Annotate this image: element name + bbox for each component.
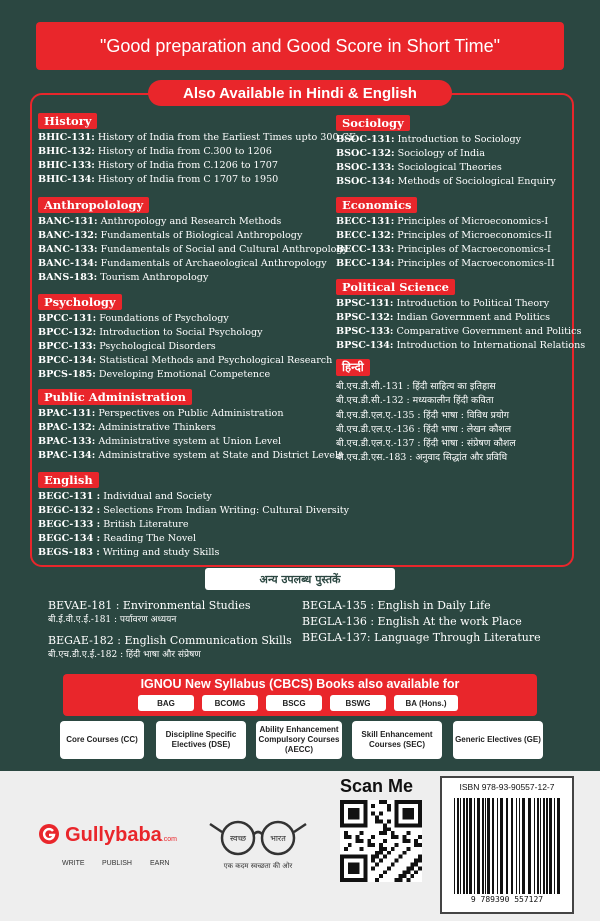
brand-tagline-word: PUBLISH — [102, 860, 132, 867]
course-code: BSOC-132: — [336, 148, 395, 159]
scan-label: Scan Me — [340, 776, 414, 796]
course-code: BPAC-132: — [38, 422, 96, 433]
section-history — [38, 110, 356, 187]
other-books-header — [205, 568, 395, 590]
brand-name: Gullybaba — [65, 824, 162, 846]
isbn-label: ISBN 978-93-90557-12-7 — [459, 782, 555, 792]
course-code: BEGS-183 : — [38, 547, 100, 558]
course-code: BPCC-133: — [38, 341, 97, 352]
course-row — [38, 159, 356, 173]
other-book-item — [302, 614, 522, 629]
course-name: Developing Emotional Competence — [95, 369, 271, 380]
course-name: Psychological Disorders — [96, 341, 216, 352]
course-name: Principles of Macroeconomics-II — [394, 258, 555, 269]
programme-chip: BSWG — [330, 695, 386, 711]
slogan-text: "Good preparation and Good Score in Short Time" — [99, 35, 500, 56]
course-name: Principles of Microeconomics-I — [394, 216, 549, 227]
course-code: BECC-133: — [336, 244, 395, 255]
course-row — [336, 229, 555, 243]
hindi-course: बी.एच.डी.सी.-131 : हिंदी साहित्य का इतिहास — [336, 381, 496, 392]
course-name: Fundamentals of Social and Cultural Anthropology — [97, 244, 348, 255]
course-row — [38, 257, 348, 271]
course-row — [336, 339, 585, 353]
course-code: BPCC-131: — [38, 313, 97, 324]
hindi-course: बी.एच.डी.एल.ए.-137 : हिंदी भाषा : संप्रेषण कौशल — [336, 438, 516, 450]
course-code: BSOC-134: — [336, 176, 395, 187]
course-row — [38, 131, 356, 145]
other-book-english: BEGLA-136 : English At the work Place — [302, 615, 522, 628]
section-title: Anthropolology — [38, 197, 149, 213]
section-hindi — [336, 356, 370, 376]
course-list — [38, 407, 343, 463]
slogan-banner — [36, 22, 564, 70]
bharat-word: भारत — [270, 834, 286, 843]
hindi-course: बी.एच.डी.एल.ए.-136 : हिंदी भाषा : लेखन कौशल — [336, 423, 512, 435]
course-name: Reading The Novel — [100, 533, 197, 544]
course-code: BEGC-134 : — [38, 533, 101, 544]
course-row — [336, 147, 556, 161]
course-name: Comparative Government and Politics — [393, 326, 582, 337]
other-books-title: अन्य उपलब्ध पुस्तकें — [259, 572, 341, 586]
other-book-item — [302, 630, 541, 645]
course-name: Tourism Anthropology — [97, 272, 209, 283]
course-list — [38, 312, 332, 382]
course-list — [336, 297, 585, 353]
course-code: BHIC-132: — [38, 146, 95, 157]
course-code: BECC-131: — [336, 216, 395, 227]
course-row — [336, 133, 556, 147]
course-code: BANC-131: — [38, 216, 98, 227]
course-list — [38, 131, 356, 187]
course-row — [38, 449, 343, 463]
course-row — [38, 518, 349, 532]
course-name: Administrative Thinkers — [95, 422, 216, 433]
course-code: BANC-133: — [38, 244, 98, 255]
course-row — [38, 490, 349, 504]
other-book-english: BEGLA-137: Language Through Literature — [302, 631, 541, 644]
course-name: Administrative system at Union Level — [95, 436, 282, 447]
course-name: Principles of Macroeconomics-I — [394, 244, 551, 255]
course-code: BECC-134: — [336, 258, 395, 269]
course-list — [336, 215, 555, 271]
other-book-english: BEVAE-181 : Environmental Studies — [48, 599, 251, 612]
course-row — [38, 421, 343, 435]
brand-suffix: .com — [161, 836, 177, 843]
course-category-box: Skill Enhancement Courses (SEC) — [352, 721, 442, 759]
hindi-course-list — [336, 380, 516, 466]
course-code: BANC-132: — [38, 230, 98, 241]
course-name: Introduction to Political Theory — [393, 298, 550, 309]
hindi-course: बी.एच.डी.सी.-132 : मध्यकालीन हिंदी कविता — [336, 395, 494, 407]
course-name: History of India from C 1707 to 1950 — [94, 174, 279, 185]
course-name: British Literature — [100, 519, 189, 530]
course-name: Statistical Methods and Psychological Research — [96, 355, 333, 366]
course-name: History of India from C.300 to 1206 — [94, 146, 272, 157]
isbn-box — [440, 776, 574, 914]
course-row — [38, 215, 348, 229]
course-name: Administrative system at State and District Levels — [95, 450, 343, 461]
course-row — [38, 532, 349, 546]
section-economics — [336, 194, 555, 271]
course-name: Anthropology and Research Methods — [97, 216, 282, 227]
course-row — [336, 257, 555, 271]
course-name: Writing and study Skills — [99, 547, 220, 558]
course-name: Introduction to International Relations — [393, 340, 586, 351]
section-title: History — [38, 113, 97, 129]
course-category-box: Ability Enhancement Compulsory Courses (AECC) — [256, 721, 342, 759]
section-public-administration — [38, 386, 343, 463]
cbcs-title: IGNOU New Syllabus (CBCS) Books also available for — [140, 677, 460, 691]
section-sociology — [336, 112, 556, 189]
programme-chip: BCOMG — [202, 695, 258, 711]
barcode-number: 9 789390 557127 — [470, 895, 544, 904]
course-category-box: Discipline Specific Electives (DSE) — [156, 721, 246, 759]
course-row — [38, 504, 349, 518]
course-row — [38, 271, 348, 285]
course-row — [38, 312, 332, 326]
course-code: BPAC-131: — [38, 408, 96, 419]
course-row — [336, 297, 585, 311]
brand-tagline-word: EARN — [150, 860, 170, 867]
programme-chip: BA (Hons.) — [394, 695, 458, 711]
section-anthropology — [38, 194, 348, 285]
course-row — [38, 326, 332, 340]
brand-tagline-word: WRITE — [62, 860, 85, 867]
course-name: History of India from the Earliest Times upto 300 CE — [94, 132, 356, 143]
course-code: BEGC-132 : — [38, 505, 101, 516]
other-book-item — [48, 598, 251, 627]
section-title: Economics — [336, 197, 417, 213]
section-title: English — [38, 472, 99, 488]
course-row — [336, 215, 555, 229]
availability-banner — [148, 80, 452, 106]
section-psychology — [38, 291, 332, 382]
course-row — [336, 161, 556, 175]
swachh-bharat-glasses-icon — [208, 810, 308, 860]
course-category-box: Core Courses (CC) — [60, 721, 144, 759]
course-row — [38, 340, 332, 354]
course-name: Selections From Indian Writing: Cultural Diversity — [100, 505, 350, 516]
gullybaba-logo — [38, 823, 177, 847]
course-row — [38, 407, 343, 421]
course-code: BPCC-134: — [38, 355, 97, 366]
course-code: BPAC-134: — [38, 450, 96, 461]
section-english — [38, 469, 349, 560]
course-row — [38, 173, 356, 187]
course-code: BHIC-131: — [38, 132, 95, 143]
other-book-item — [302, 598, 491, 613]
course-name: Fundamentals of Biological Anthropology — [97, 230, 303, 241]
course-list — [336, 133, 556, 189]
section-political-science — [336, 276, 585, 353]
course-name: Perspectives on Public Administration — [95, 408, 284, 419]
course-row — [38, 546, 349, 560]
section-title: Public Administration — [38, 389, 192, 405]
hindi-course: बी.एच.डी.एस.-183 : अनुवाद सिद्धांत और प्रविधि — [336, 452, 508, 464]
course-code: BEGC-133 : — [38, 519, 101, 530]
course-name: Sociology of India — [394, 148, 485, 159]
course-name: Sociological Theories — [394, 162, 502, 173]
course-name: Individual and Society — [100, 491, 212, 502]
course-name: Methods of Sociological Enquiry — [394, 176, 556, 187]
barcode-icon — [452, 798, 564, 894]
course-code: BPSC-131: — [336, 298, 394, 309]
section-title: Political Science — [336, 279, 455, 295]
qr-code-icon — [340, 800, 422, 882]
course-code: BANS-183: — [38, 272, 98, 283]
programme-chip: BSCG — [266, 695, 322, 711]
course-row — [38, 229, 348, 243]
course-code: BPCS-185: — [38, 369, 96, 380]
course-row — [38, 145, 356, 159]
course-code: BPSC-133: — [336, 326, 394, 337]
section-title: Psychology — [38, 294, 122, 310]
course-code: BPSC-134: — [336, 340, 394, 351]
course-code: BSOC-133: — [336, 162, 395, 173]
section-title: Sociology — [336, 115, 410, 131]
course-name: History of India from C.1206 to 1707 — [94, 160, 278, 171]
course-row — [38, 354, 332, 368]
course-row — [336, 243, 555, 257]
course-code: BECC-132: — [336, 230, 395, 241]
course-row — [336, 325, 585, 339]
other-book-hindi: बी.एच.डी.ए.ई.-182 : हिंदी भाषा और संप्रेषण — [48, 650, 201, 660]
course-name: Principles of Microeconomics-II — [394, 230, 552, 241]
course-code: BPSC-132: — [336, 312, 394, 323]
course-code: BANC-134: — [38, 258, 98, 269]
course-code: BSOC-131: — [336, 134, 395, 145]
course-name: Introduction to Sociology — [394, 134, 522, 145]
course-row — [38, 435, 343, 449]
section-title: हिन्दी — [336, 359, 370, 376]
course-name: Introduction to Social Psychology — [96, 327, 263, 338]
swachh-word: स्वच्छ — [229, 834, 247, 843]
course-code: BHIC-133: — [38, 160, 95, 171]
course-row — [38, 368, 332, 382]
course-name: Indian Government and Politics — [393, 312, 551, 323]
programme-chip: BAG — [138, 695, 194, 711]
hindi-course: बी.एच.डी.एल.ए.-135 : हिंदी भाषा : विविध प्रयोग — [336, 409, 509, 421]
other-book-item — [48, 633, 292, 662]
other-book-english: BEGLA-135 : English in Daily Life — [302, 599, 491, 612]
course-list — [38, 490, 349, 560]
course-category-box: Generic Electives (GE) — [453, 721, 543, 759]
course-list — [38, 215, 348, 285]
course-row — [336, 311, 585, 325]
gullybaba-logo-icon — [38, 823, 60, 845]
other-book-english: BEGAE-182 : English Communication Skills — [48, 634, 292, 647]
course-row — [336, 175, 556, 189]
course-name: Fundamentals of Archaeological Anthropology — [97, 258, 327, 269]
course-name: Foundations of Psychology — [96, 313, 229, 324]
course-code: BPCC-132: — [38, 327, 97, 338]
swachh-tagline: एक कदम स्वच्छता की ओर — [223, 862, 293, 870]
course-row — [38, 243, 348, 257]
course-code: BPAC-133: — [38, 436, 96, 447]
course-code: BHIC-134: — [38, 174, 95, 185]
course-code: BEGC-131 : — [38, 491, 101, 502]
availability-text: Also Available in Hindi & English — [183, 84, 417, 102]
other-book-hindi: बी.ई.वी.ए.ई.-181 : पर्यावरण अध्ययन — [48, 615, 177, 625]
